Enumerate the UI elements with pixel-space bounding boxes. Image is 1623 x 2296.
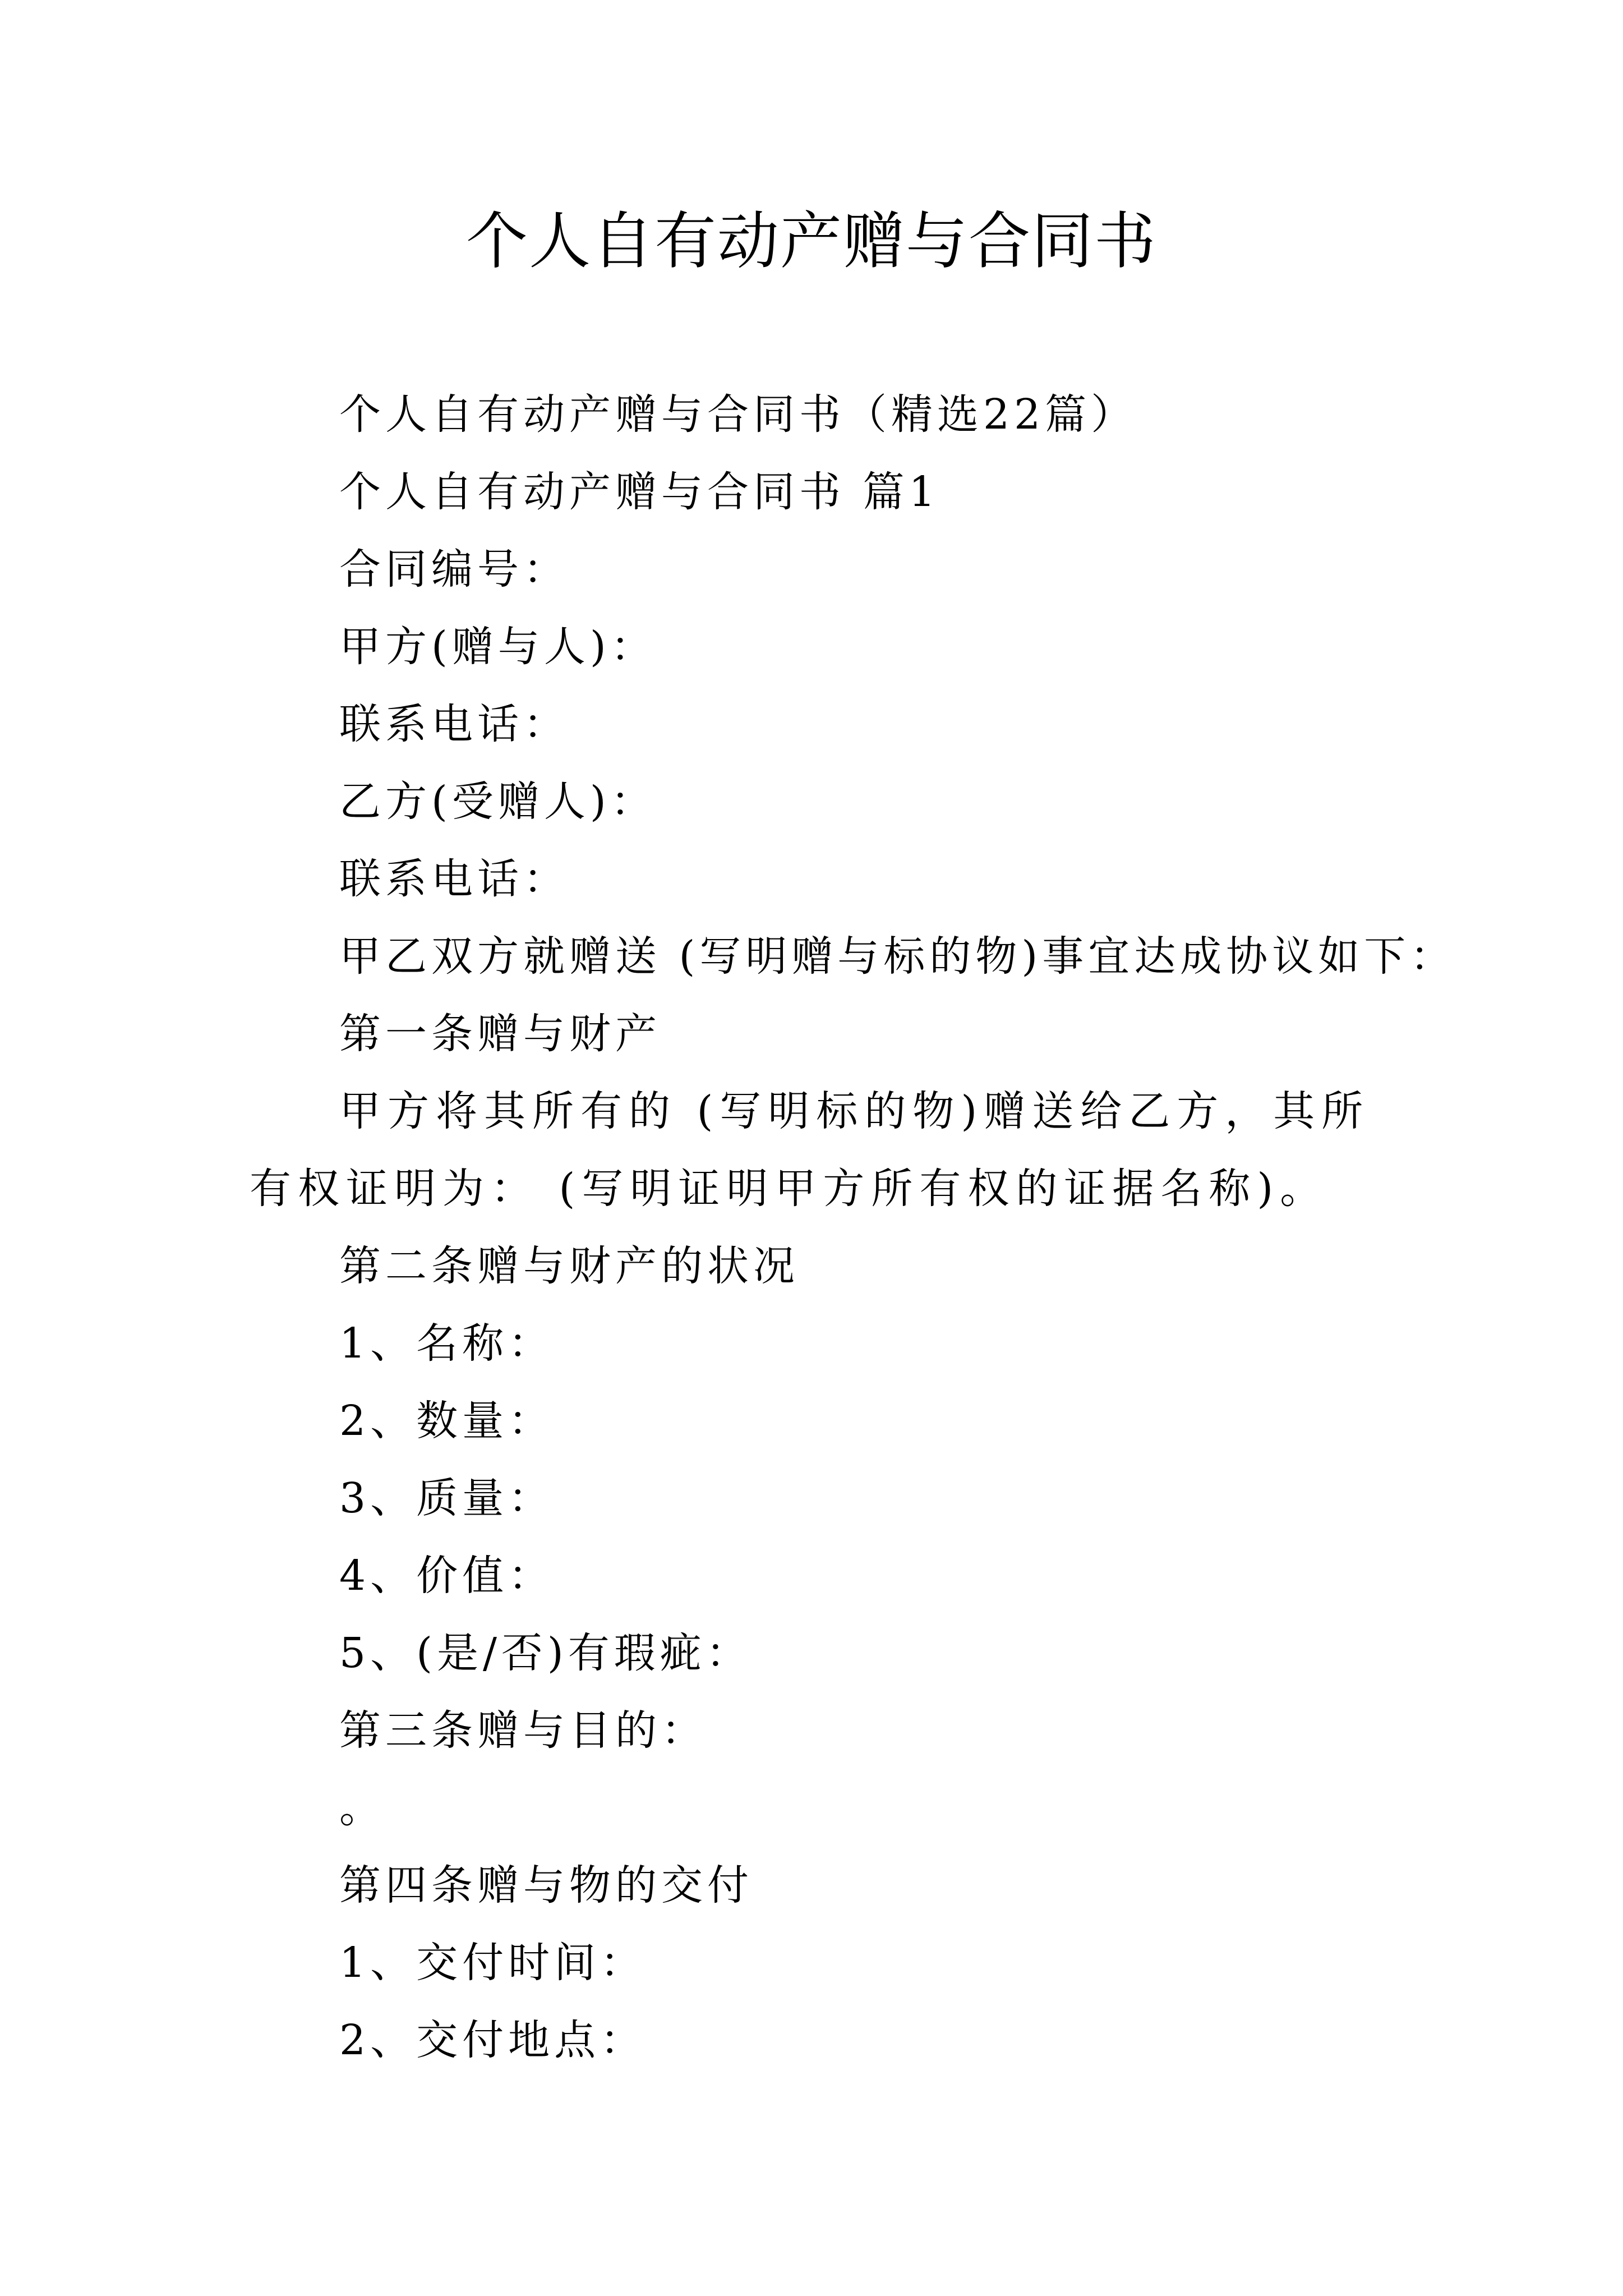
delivery-place-field: 2、交付地点： [339, 2016, 647, 2064]
article-3-body: 。 [339, 1784, 385, 1832]
doc-subtitle: 个人自有动产赠与合同书（精选22篇） [339, 390, 1137, 439]
item-quality-field: 3、质量： [339, 1474, 555, 1522]
article-4-heading: 第四条赠与物的交付 [339, 1861, 753, 1910]
item-name-field: 1、名称： [339, 1319, 555, 1368]
contract-number-field: 合同编号： [339, 545, 569, 593]
item-defect-field: 5、(是/否)有瑕疵： [339, 1629, 752, 1677]
delivery-time-field: 1、交付时间： [339, 1939, 647, 1987]
article-1-heading: 第一条赠与财产 [339, 1010, 661, 1058]
party-a-phone-field: 联系电话： [339, 700, 569, 748]
party-b-field: 乙方(受赠人)： [339, 777, 657, 826]
agreement-intro: 甲乙双方就赠送 (写明赠与标的物)事宜达成协议如下： [339, 932, 1456, 981]
document-body [250, 376, 1456, 2079]
article-1-body: 甲方将其所有的 (写明标的物)赠送给乙方，其所有权证明为： (写明证明甲方所有权的证据名称)。 [250, 1087, 1370, 1213]
article-2-heading: 第二条赠与财产的状况 [339, 1242, 799, 1290]
document-title: 个人自有动产赠与合同书 [466, 205, 1157, 277]
section-heading: 个人自有动产赠与合同书 篇1 [339, 468, 940, 516]
article-3-heading: 第三条赠与目的： [339, 1706, 707, 1755]
party-b-phone-field: 联系电话： [339, 855, 569, 903]
item-quantity-field: 2、数量： [339, 1397, 555, 1445]
item-value-field: 4、价值： [339, 1552, 555, 1600]
party-a-field: 甲方(赠与人)： [339, 623, 657, 671]
